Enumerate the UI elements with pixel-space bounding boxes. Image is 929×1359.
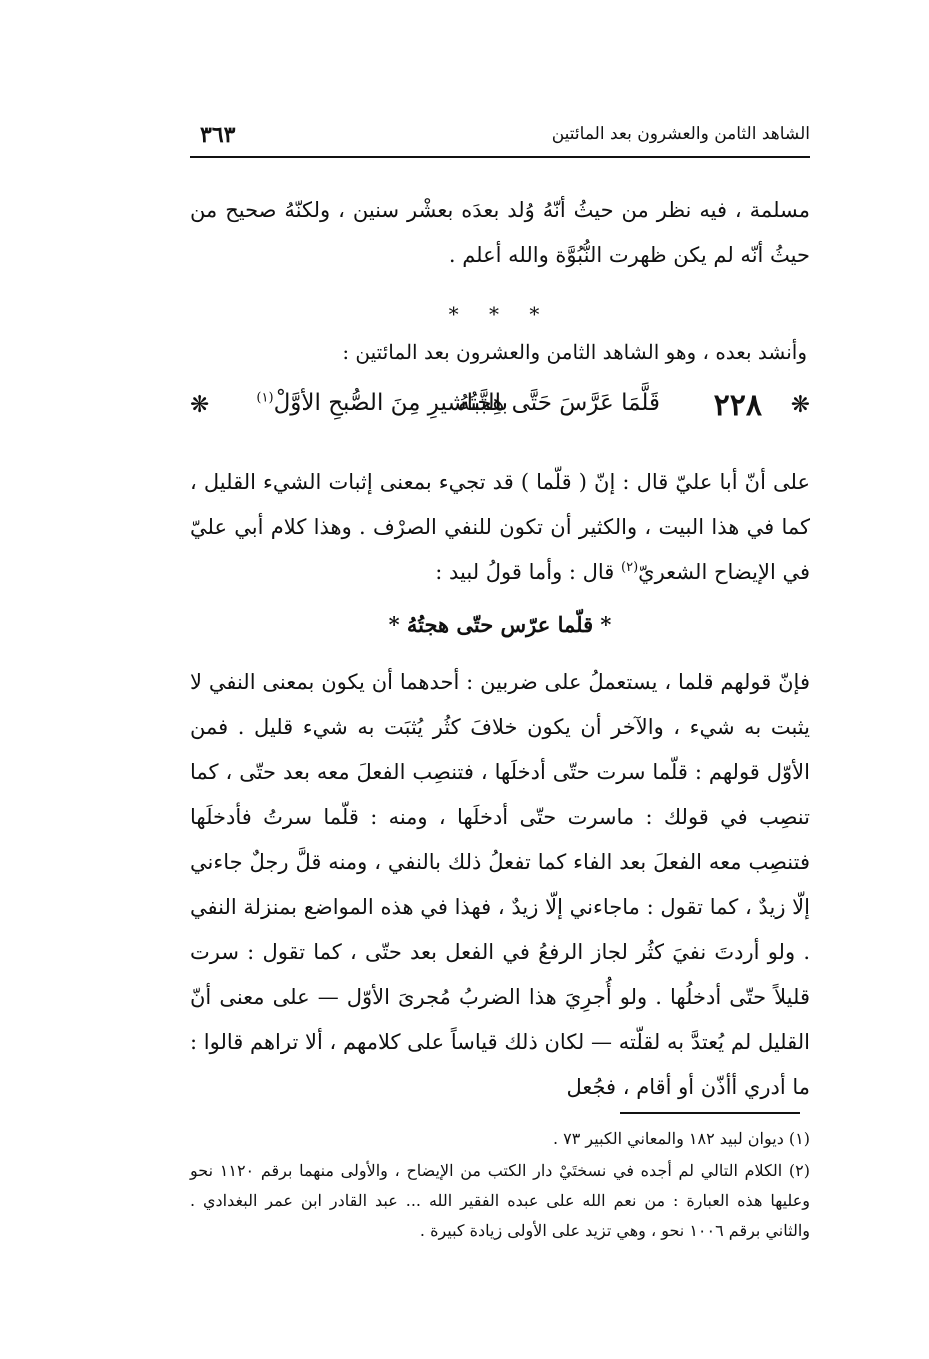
footnote-ref-1: (١) (256, 390, 274, 406)
verse-number: ٢٢٨ (713, 388, 762, 423)
verse-close-ornament: ❋ (190, 392, 210, 418)
intro-line: وأنشد بعده ، وهو الشاهد الثامن والعشرون بعد المائتين : (342, 340, 807, 364)
footnote-ref-2: (٢) (621, 560, 639, 575)
section-separator: * * * (448, 302, 552, 326)
paragraph-3: فإنّ قولهم قلما ، يستعملُ على ضربين : أحدهما أن يكون بمعنى النفي لا يثبت به شيء ، والآخر أن يكون خلافَ كثُر يُثبَت به شيء قليل . فمن الأوّل قولهم : قلّما سرت حتّى أدخلَها ، فتنصِب الفعلَ معه بعد حتّى ، كما تنصِب في قولك : ماسرت حتّى أدخلَها ، ومنه : قلّما سرتُ فأدخلَها فتنصِب معه الفعلَ بعد الفاء كما تفعلُ ذلك بالنفي ، ومنه قلَّ رجلٌ جاءني إلّا زيدٌ ، كما تقول : ماجاءني إلّا زيدٌ ، فهذا في هذه المواضع بمنزلة النفي . ولو أردتَ نفيَ كثُر لجاز الرفعُ في الفعل بعد حتّى ، كما تقول : سرت قليلاً حتّى أدخلُها . ولو أُجرِيَ هذا الضربُ مُجرىَ الأوّل — على معنى أنّ القليل لم يُعتدَّ به لقلّته — لكان ذلك قياساً على كلامهم ، ألا تراهم قالوا : ما أدري أأذّن أو أقام ، فجُعل (190, 670, 810, 1099)
page-number: ٣٦٣ (200, 122, 236, 148)
paragraph-1: مسلمة ، فيه نظر من حيثُ أنّهُ وُلد بعدَه بعشْر سنين ، ولكنّهُ صحيح من حيثُ أنّه لم يكن ظهرت النُّبُوَّة والله أعلم . (190, 198, 810, 267)
verse-hemistich-2: بالتَّباشيرِ مِنَ الصُّبحِ الأوَّلْ$^{(١)}$ (256, 390, 508, 416)
footnote-2: (٢) الكلام التالي لم أجده في نسختَيْ دار الكتب من الإيضاح ، والأولى منهما برقم ١١٢٠ نحو وعليها هذه العبارة : من نعم الله على عبده الفقير الله ... عبد القادر ابن عمر البغدادي . والثاني برقم ١٠٠٦ نحو ، وهي تزيد على الأولى زيادة كبيرة . (190, 1161, 811, 1240)
footnote-divider (620, 1112, 800, 1114)
quoted-hemistich: * قلّما عرّس حتّى هجتُهُ * (388, 612, 612, 637)
verse-open-ornament: ❋ (790, 392, 810, 418)
paragraph-2: على أنّ أبا عليّ قال : إنّ ( قلّما ) قد تجيء بمعنى إثبات الشيء القليل ، كما في هذا البيت ، والكثير أن تكون للنفي الصرْف . وهذا كلام أبي عليّ في الإيضاح الشعريّ$^{(٢)}$ قال : وأما قولُ لبيد : (190, 470, 810, 584)
verse-hemistich-1: قَلَّمَا عَرَّسَ حَتَّى هِجتُهُ (458, 390, 660, 416)
footnote-1: (١) ديوان لبيد ١٨٢ والمعاني الكبير ٧٣ . (552, 1129, 810, 1148)
running-header (190, 118, 810, 158)
header-title: الشاهد الثامن والعشرون بعد المائتين (551, 124, 810, 144)
verse-228 (190, 388, 810, 444)
